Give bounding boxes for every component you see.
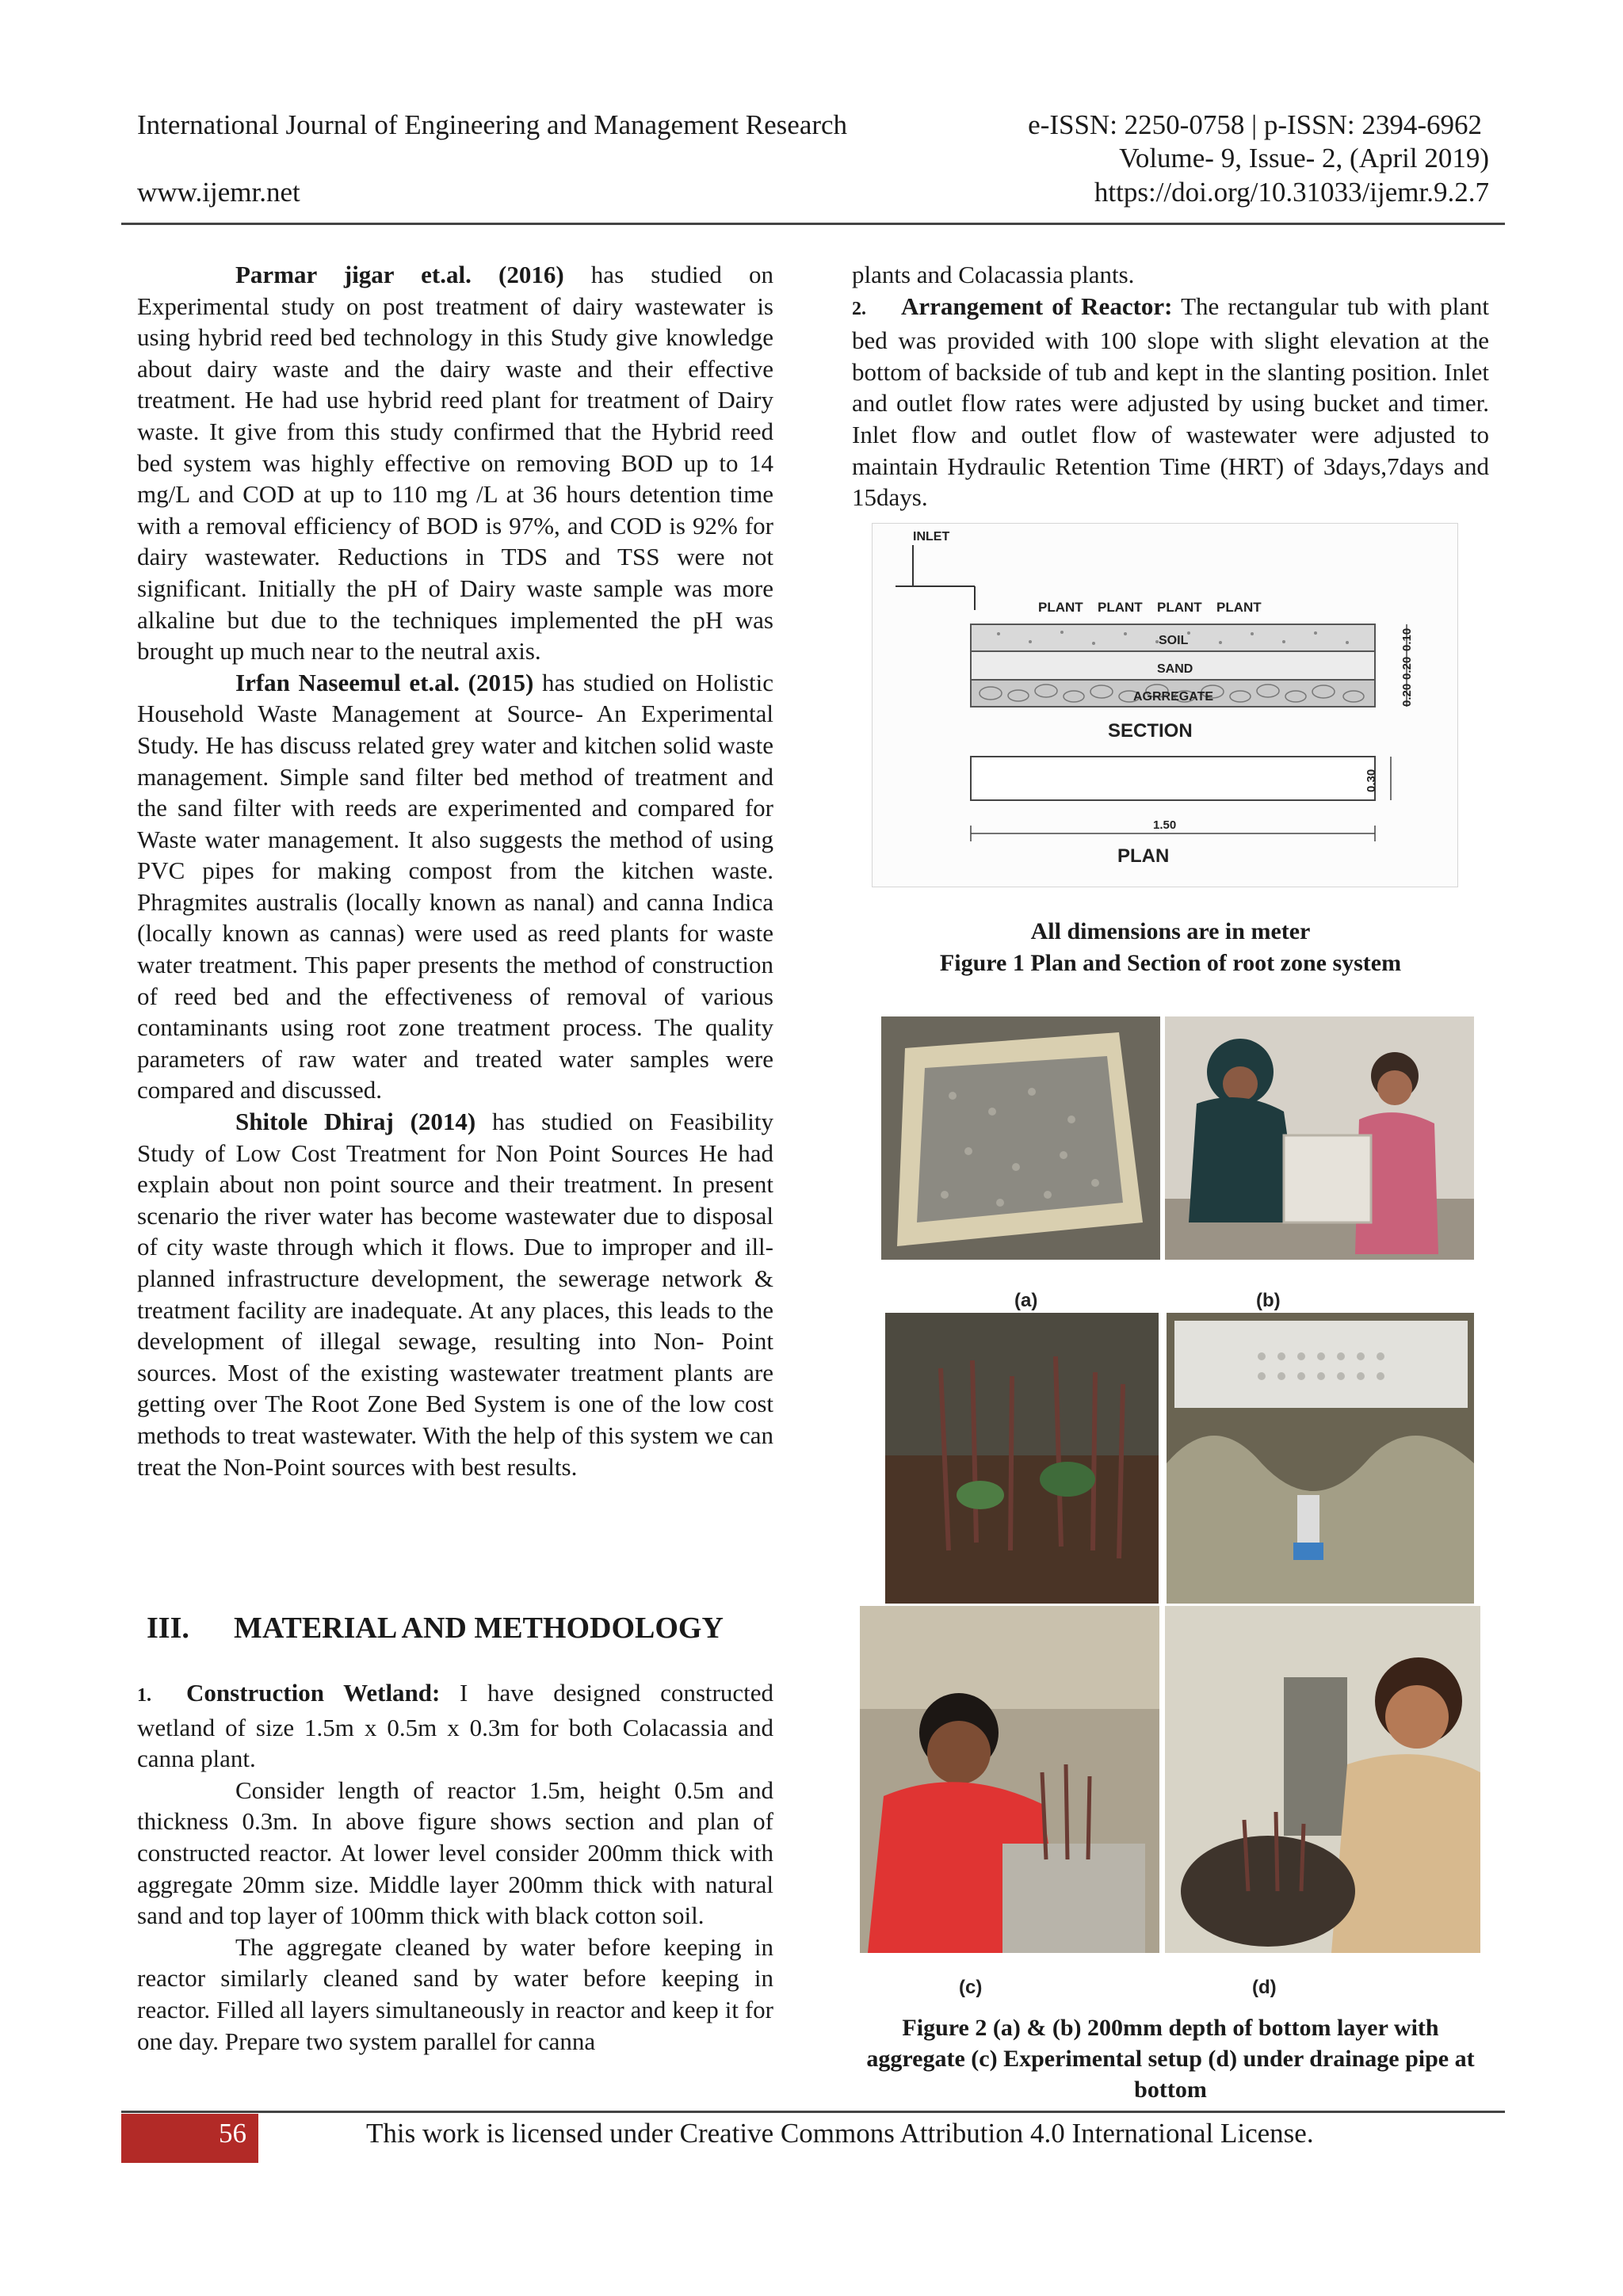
paragraph-continuation: plants and Colacassia plants.	[852, 261, 1135, 288]
photo-canna-bed	[885, 1313, 1159, 1604]
issn: e-ISSN: 2250-0758 | p-ISSN: 2394-6962	[1028, 109, 1482, 140]
photo-c-illustration	[860, 1606, 1159, 1953]
sand-label: SAND	[1157, 662, 1193, 676]
dim-soil: 0.10	[1400, 627, 1414, 651]
right-column	[852, 259, 1489, 513]
photo-b	[1165, 1016, 1474, 1260]
photo-b-illustration	[1165, 1016, 1474, 1260]
inlet-label: INLET	[913, 530, 950, 543]
paragraph-parmar: Parmar jigar et.al. (2016) has studied on Experimental study on post treatment of dairy wastewater is using hybrid reed bed technology in this Study give knowledge about dairy waste and the dairy waste and their effective treatment. He had use hybrid reed plant for treatment of Dairy waste. It give from this study confirmed that the Hybrid reed bed system was highly effective on removing BOD up to 14 mg/L and COD at up to 110 mg /L at 36 hours detention time with a removal efficiency of BOD is 97%, and COD is 92% for dairy wastewater. Reductions in TDS and TSS were not significant. Initially the pH of Dairy waste sample was more alkaline but due to the techniques implemented the pH was brought up much near to the neutral axis.	[137, 261, 773, 666]
plan-label: PLAN	[1117, 845, 1170, 867]
section-number: III.	[147, 1611, 189, 1645]
doi-link[interactable]: https://doi.org/10.31033/ijemr.9.2.7	[1094, 177, 1489, 208]
photo-d-illustration	[1165, 1606, 1480, 1953]
label-d: (d)	[1252, 1977, 1277, 1998]
citation-parmar: Parmar jigar et.al. (2016)	[235, 261, 564, 288]
paragraph-aggregate: The aggregate cleaned by water before keeping in reactor similarly cleaned sand by water before keeping in reactor. Filled all layers simultaneously in reactor and keep it for one day. Prepare two system parallel for canna	[137, 1932, 773, 2055]
citation-shitole: Shitole Dhiraj (2014)	[235, 1108, 476, 1136]
section-label: SECTION	[1108, 720, 1193, 742]
plan-rectangle	[971, 757, 1375, 800]
figure2-caption: Figure 2 (a) & (b) 200mm depth of bottom layer with aggregate (c) Experimental setup (d) under drainage pipe at bottom	[866, 2015, 1475, 2103]
label-b: (b)	[1256, 1290, 1281, 1311]
photo-d	[1165, 1606, 1480, 1953]
left-column-methodology	[137, 1677, 773, 2057]
figure1-note: All dimensions are in meter	[1030, 918, 1311, 944]
photo-a	[881, 1016, 1160, 1260]
paragraph-reactor-dims: Consider length of reactor 1.5m, height 0.5m and thickness 0.3m. In above figure shows section and plan of constructed reactor. At lower level consider 200mm thick with aggregate 20mm size. Middle layer 200mm thick with natural sand and top layer of 100mm thick with black cotton soil.	[137, 1775, 773, 1930]
footer-rule	[121, 2111, 1505, 2113]
item-construction-wetland: 1. Construction Wetland: I have designed constructed wetland of size 1.5m x 0.5m x 0.3m for both Colacassia and canna plant.	[137, 1679, 773, 1773]
photo-a-illustration	[881, 1016, 1160, 1260]
plant-label: PLANT	[1216, 600, 1262, 615]
website-link[interactable]: www.ijemr.net	[137, 177, 300, 208]
aggregate-label: AGRREGATE	[1133, 690, 1214, 704]
citation-irfan: Irfan Naseemul et.al. (2015)	[235, 668, 534, 696]
volume-info: Volume- 9, Issue- 2, (April 2019)	[1119, 143, 1489, 174]
dim-plan-length: 1.50	[1153, 818, 1177, 832]
left-column	[137, 259, 773, 1482]
dim-sand: 0.20	[1400, 656, 1414, 680]
label-c: (c)	[959, 1977, 983, 1998]
photo-drainage-pipe-illustration	[1167, 1313, 1474, 1604]
soil-label: SOIL	[1159, 634, 1189, 647]
photo-canna-bed-illustration	[885, 1313, 1159, 1604]
figure1-drawing	[872, 523, 1458, 887]
item-arrangement-reactor: 2. Arrangement of Reactor: The rectangular tub with plant bed was provided with 100 slope with slight elevation at the bottom of backside of tub and kept in the slanting position. Inlet and outlet flow rates were adjusted by using bucket and timer. Inlet flow and outlet flow of wastewater were adjusted to maintain Hydraulic Retention Time (HRT) of 3days,7days and 15days.	[852, 292, 1490, 512]
header-rule	[121, 223, 1505, 225]
page-number: 56	[219, 2118, 246, 2149]
paragraph-irfan: Irfan Naseemul et.al. (2015) has studied on Holistic Household Waste Management at Source- An Experimental Study. He has discuss related grey water and kitchen solid waste management. Simple sand filter bed method of treatment and the sand filter with reeds are experimented and compared for Waste water management. It also suggests the method of using PVC pipes for making compost from the kitchen waste. Phragmites australis (locally known as nanal) and canna Indica (locally known as cannas) were used as reed plants for waste water treatment. This paper presents the method of construction of reed bed and the effectiveness of removal of various contaminants using root zone treatment process. The quality parameters of raw water and treated water samples were compared and discussed.	[137, 668, 773, 1104]
journal-title: International Journal of Engineering and Management Research	[137, 109, 848, 140]
plant-label: PLANT	[1098, 600, 1143, 615]
label-a: (a)	[1014, 1290, 1038, 1311]
photo-drainage-pipe	[1167, 1313, 1474, 1604]
plant-label: PLANT	[1157, 600, 1202, 615]
section-heading: MATERIAL AND METHODOLOGY	[234, 1611, 724, 1645]
figure1-caption: Figure 1 Plan and Section of root zone system	[939, 950, 1402, 976]
paragraph-shitole: Shitole Dhiraj (2014) has studied on Feasibility Study of Low Cost Treatment for Non Point Sources He had explain about non point source and their treatment. In present scenario the river water has become wastewater due to disposal of city waste through which it flows. Due to improper and ill-planned infrastructure development, the sewerage network & treatment facility are inadequate. At any places, this leads to the development of illegal sewage, resulting into Non- Point sources. Most of the existing wastewater treatment plants are getting over The Root Zone Bed System is one of the low cost methods to treat wastewater. With the help of this system we can treat the Non-Point sources with best results.	[137, 1108, 773, 1481]
plant-label: PLANT	[1038, 600, 1083, 615]
dim-aggregate: 0.20	[1400, 683, 1414, 707]
photo-c	[860, 1606, 1159, 1953]
license-text: This work is licensed under Creative Commons Attribution 4.0 International License.	[366, 2118, 1314, 2149]
dim-plan-width: 0.30	[1365, 769, 1378, 792]
